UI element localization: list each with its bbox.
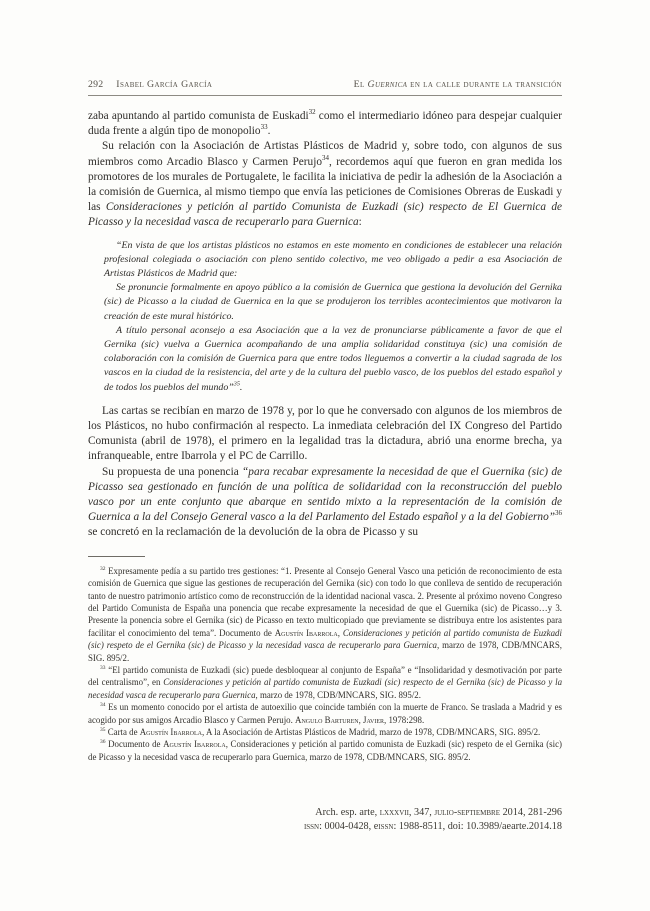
footnote-33: $^{33}$ “El partido comunista de Euzkadi (sic) puede desbloquear al conjunto de España” e “Insolidaridad y desmotivación por parte del centralismo”, en Consideraciones y petición al partido comunista de Euzkadi (sic) respecto de el Gernika (sic) de Picasso y la necesidad vasca de recuperarlo para Guernica, marzo de 1978, CDB/MNCARS, SIG. 895/2. bbox=[88, 664, 563, 700]
page-number: 292 bbox=[88, 79, 104, 90]
issn-doi-line: issn: 0004-0428, eissn: 1988-8511, doi: 10.3989/aearte.2014.18 bbox=[303, 820, 562, 832]
journal-citation-line: Arch. esp. arte, lxxxvii, 347, julio-septiembre 2014, 281-296 bbox=[315, 807, 562, 819]
paragraph: Su relación con la Asociación de Artistas Plásticos de Madrid y, sobre todo, con algunos de sus miembros como Arcadio Blasco y Carmen Perujo$^{34}$, recordemos aquí que fueron en gran medida los promotores de los murales de Portugalete, le facilita la iniciativa de pedir la adhesión de la Asociación a la comisión de Guernica, al mismo tiempo que envía las peticiones de Comisiones Obreras de Euskadi y las Consideraciones y petición al partido Comunista de Euzkadi (sic) respecto de El Guernica de Picasso y la necesidad vasca de recuperarlo para Guernica: bbox=[88, 140, 562, 229]
footnote-32: $^{32}$ Expresamente pedía a su partido tres gestiones: “1. Presente al Consejo General Vasco una petición de reconocimiento de esta comisión de Guernica que sigue las gestiones de recuperación del Gernika (sic) con todo lo que conlleva de sentido de recuperación tanto de nuestro patrimonio artístico como de reconstrucción de la identidad nacional vasca. 2. Presente al próximo noveno Congreso del Partido Comunista de España una ponencia que recabe expresamente la necesidad de que el Guernika (sic) de Picasso…y 3. Presente la ponencia sobre el Gernika (sic) de Picasso en texto multicopiado que previamente se distribuya entre los asistentes para facilitar el conocimiento del tema”. Documento de Agustín Ibarrola, Consideraciones y petición al partido comunista de Euzkadi (sic) respeto de el Gernika (sic) de Picasso y la necesidad vasca de recuperarlo para Guernica, marzo de 1978, CDB/MNCARS, SIG. 895/2. bbox=[88, 565, 562, 663]
footnote-34: $^{34}$ Es un momento conocido por el artista de autoexilio que coincide también con la muerte de Franco. Se traslada a Madrid y es acogido por sus amigos Arcadio Blasco y Carmen Perujo. Angulo Barturen, Javier, 1978:298. bbox=[88, 702, 562, 725]
paragraph: Las cartas se recibían en marzo de 1978 y, por lo que he conversado con algunos de los miembros de los Plásticos, no hubo confirmación al respecto. La inmediata celebración del IX Congreso del Partido Comunista (abril de 1978), el primero en la legalidad tras la dictadura, abrió una enorme brecha, ya infranqueable, entre Ibarrola y el PC de Carrillo. bbox=[88, 404, 562, 463]
block-quote bbox=[104, 239, 562, 395]
author-name: Isabel García García bbox=[116, 79, 213, 90]
running-header bbox=[88, 79, 562, 96]
quote-paragraph: Se pronuncie formalmente en apoyo público a la comisión de Guernica que gestiona la devolución del Gernika (sic) de Picasso a la ciudad de Guernica en la que se produjeron los terribles acontecimientos que motivaron la creación de este mural histórico. bbox=[104, 282, 562, 322]
header-left bbox=[88, 79, 212, 90]
footnote-35: $^{35}$ Carta de Agustín Ibarrola, A la Asociación de Artistas Plásticos de Madrid, marzo de 1978, CDB/MNCARS, SIG. 895/2. bbox=[100, 726, 541, 737]
article-body bbox=[88, 109, 562, 541]
running-title: El Guernica en la calle durante la transición bbox=[353, 79, 562, 90]
footnote-36: $^{36}$ Documento de Agustín Ibarrola, Consideraciones y petición al partido comunista de Euzkadi (sic) respeto de el Gernika (sic) de Picasso y la necesidad vasca de recuperarlo para Guernica, marzo de 1978, CDB/MNCARS, SIG. 895/2. bbox=[88, 739, 562, 762]
quote-paragraph: A título personal aconsejo a esa Asociación que a la vez de pronunciarse públicamente a favor de que el Gernika (sic) vuelva a Guernica acompañando de una amplia solidaridad constituya (sic) una comisión de colaboración con la comisión de Guernica para que entre todos lleguemos a convertir a la ciudad sagrada de los vascos en la ciudad de la resistencia, del arte y de la cultura del pueblo vasco, de los pueblos del estado español y de todos los pueblos del mundo”$^{35}$. bbox=[104, 324, 562, 393]
footnotes-section bbox=[88, 565, 562, 764]
quote-paragraph: “En vista de que los artistas plásticos no estamos en este momento en condiciones de establecer una relación profesional colegiada o asociación con pleno sentido colectivo, me veo obligado a pedir a esa Asociación de Artistas Plásticos de Madrid que: bbox=[104, 239, 562, 280]
paragraph: Su propuesta de una ponencia “para recabar expresamente la necesidad de que el Guernika (sic) de Picasso sea gestionado en función de una política de solidaridad con la reconstrucción del pueblo vasco por un ente conjunto que abarque en sentido mixto a la representación de la comisión de Guernica a la del Consejo General vasco a la del Parlamento del Estado español y a la del Gobierno”$^{36}$ se concretó en la reclamación de la devolución de la obra de Picasso y su bbox=[88, 465, 562, 539]
page-footer bbox=[88, 806, 562, 833]
paragraph: zaba apuntando al partido comunista de Euskadi$^{32}$ como el intermediario idóneo para despejar cualquier duda frente a algún tipo de monopolio$^{33}$. bbox=[88, 108, 562, 138]
footnote-divider bbox=[88, 556, 145, 557]
